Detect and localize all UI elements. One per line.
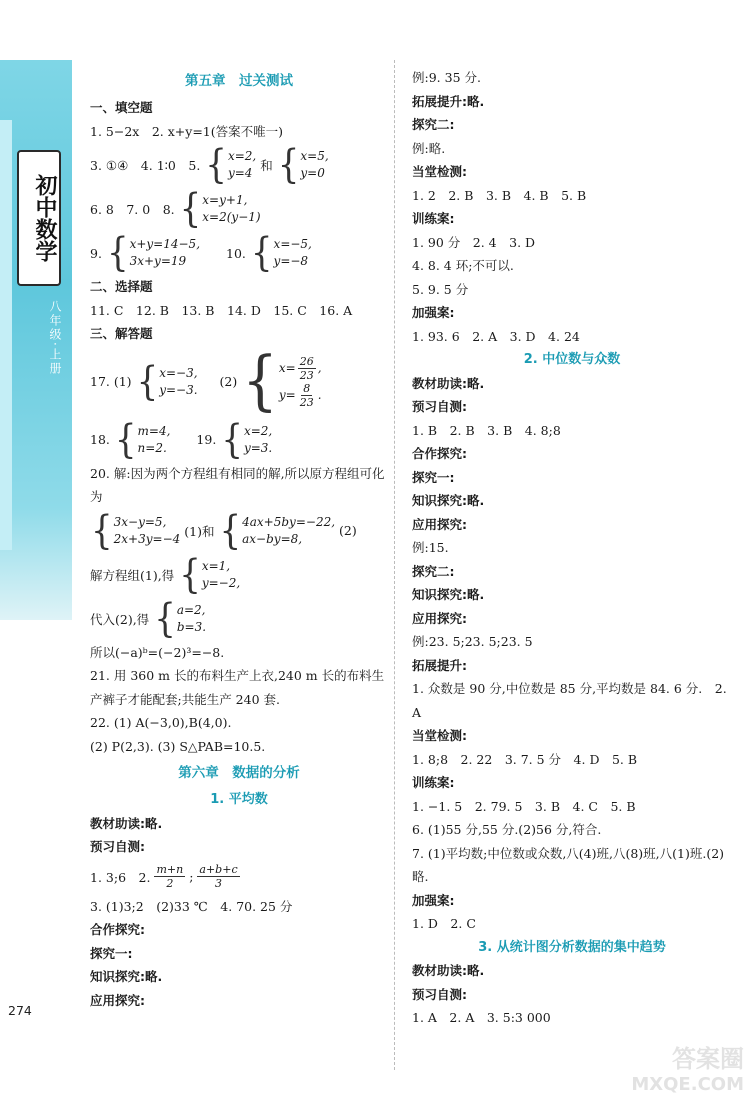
r-line-3: 例:略.	[412, 140, 446, 156]
q20-sub-solution	[153, 595, 207, 642]
q9-line1: x+y=14−5,	[129, 237, 201, 251]
brace-icon: {	[179, 186, 202, 232]
q20-sys2-line1: 4ax+5by=−22,	[242, 514, 336, 529]
q8-line2: x=2(y−1)	[202, 210, 261, 224]
brace-icon: {	[277, 142, 300, 188]
r-long-1: 1. 众数是 90 分,中位数是 85 分,平均数是 84. 6 分. 2. A	[412, 681, 727, 720]
answer-q20-final: 所以(−a)ᵇ=(−2)³=−8.	[90, 644, 225, 660]
q20-sub-label: 代入(2),得	[90, 611, 150, 627]
r-line-11: 1. 93. 6 2. A 3. D 4. 24	[412, 328, 580, 344]
chapter6-title: 第六章 数据的分析	[178, 765, 300, 781]
q8-system	[179, 186, 261, 232]
yx1-sep: ;	[189, 869, 194, 884]
q19-system	[220, 416, 273, 463]
q3-prefix: 3. ①④ 4. 1∶0 5.	[90, 158, 201, 173]
q17b-y-label: y=	[278, 388, 296, 402]
section-fill-blank: 一、填空题	[90, 100, 153, 115]
r2-line-11: 例:23. 5;23. 5;23. 5	[412, 634, 533, 649]
yx1-prefix: 1. 3;6 2.	[90, 869, 151, 885]
column-divider	[394, 60, 395, 1070]
q20-sys1-line2: 2x+3y=−4	[113, 531, 181, 546]
q6-prefix: 6. 8 7. 0 8.	[90, 202, 175, 217]
r2-line-2: 1. B 2. B 3. B 4. 8;8	[412, 422, 561, 438]
q17a-line1: x=−3,	[159, 365, 198, 380]
section1-title: 1. 平均数	[210, 792, 268, 807]
r2-line-4: 探究一:	[412, 469, 455, 485]
r-line-7: 1. 90 分 2. 4 3. D	[412, 234, 536, 250]
r5-line-0: 教材助读:略.	[412, 963, 485, 978]
brace-icon: {	[250, 230, 273, 276]
q9-label: 9.	[90, 245, 102, 261]
r3-line-2: 训练案:	[412, 775, 455, 790]
side-band-stripe	[0, 120, 12, 550]
q19-label: 19.	[196, 432, 217, 447]
r-line-4: 当堂检测:	[412, 164, 467, 179]
r2-line-8: 探究二:	[412, 563, 455, 579]
r2-line-3: 合作探究:	[412, 446, 467, 461]
brace-icon: {	[136, 358, 159, 405]
answer-q18-q19	[90, 418, 388, 462]
left-column	[90, 66, 388, 1012]
r-line-2: 探究二:	[412, 117, 455, 132]
answer-yx1	[90, 859, 388, 895]
yx-label: 预习自测:	[90, 839, 145, 854]
brace-icon: {	[106, 230, 129, 276]
q10-line1: x=−5,	[273, 237, 312, 251]
r3-line-3: 1. −1. 5 2. 79. 5 3. B 4. C 5. B	[412, 798, 636, 814]
q17a-line2: y=−3.	[159, 382, 198, 397]
yx1-f1-num: m+n	[156, 863, 184, 876]
right-column	[412, 66, 732, 1030]
section2-title: 2. 中位数与众数	[523, 352, 621, 367]
r-line-6: 训练案:	[412, 211, 455, 226]
answer-q22a: 22. (1) A(−3,0),B(4,0).	[90, 715, 232, 730]
answer-q3-q5	[90, 143, 388, 187]
brace-icon: {	[221, 416, 243, 463]
r2-line-1: 预习自测:	[412, 399, 467, 414]
q17b-x-den: 23	[299, 368, 314, 382]
r-line-5: 1. 2 2. B 3. B 4. B 5. B	[412, 187, 587, 203]
answer-q6-q8	[90, 187, 388, 231]
q10-label: 10.	[226, 245, 246, 261]
q18-line2: n=2.	[137, 440, 167, 455]
q17-system-b: { x= $\frac{26}{23}$ , y= $\frac{8}{23}$ .	[242, 343, 322, 419]
q17b-x-label: x=	[278, 361, 296, 375]
q20-sol-line1: x=1,	[201, 558, 231, 573]
brace-icon: {	[205, 142, 227, 188]
zs-label: 知识探究:略.	[90, 969, 163, 984]
q17-system-a	[136, 358, 198, 405]
brace-icon: {	[179, 551, 201, 598]
q17b-y-den: 23	[299, 395, 314, 409]
q19-line1: x=2,	[243, 423, 273, 438]
q5b-line2: y=0	[300, 166, 325, 180]
r2-line-0: 教材助读:略.	[412, 375, 485, 391]
yx1-f2-num: a+b+c	[199, 863, 238, 876]
r5-line-1: 预习自测:	[412, 986, 467, 1002]
q5a-line1: x=2,	[227, 149, 257, 163]
r-line-0: 例:9. 35 分.	[412, 70, 481, 85]
watermark-line2: MXQE.COM	[631, 1074, 744, 1095]
section3-title: 3. 从统计图分析数据的集中趋势	[478, 939, 666, 955]
jc-label: 教材助读:略.	[90, 815, 163, 831]
hz-label: 合作探究:	[90, 922, 145, 937]
yx1-f2-den: 3	[215, 877, 222, 890]
side-band	[0, 0, 72, 1104]
q20-system1	[90, 507, 181, 554]
r2-line-9: 知识探究:略.	[412, 587, 485, 602]
q20-sys2-line2: ax−by=8,	[242, 531, 303, 546]
page-number: 274	[8, 1003, 32, 1018]
answer-q20-sub	[90, 597, 388, 641]
q20-solution	[178, 551, 241, 598]
answer-q17	[90, 343, 388, 419]
r-line-10: 加强案:	[412, 305, 455, 320]
r2-line-6: 应用探究:	[412, 516, 467, 532]
q20-sys1-line1: 3x−y=5,	[113, 514, 167, 529]
answer-q1: 1. 5−2x 2. x+y=1(答案不唯一)	[90, 123, 283, 139]
r-line-9: 5. 9. 5 分	[412, 281, 469, 297]
tj1-label: 探究一:	[90, 945, 133, 961]
r5-line-2: 1. A 2. A 3. 5:3 000	[412, 1010, 551, 1025]
q18-line1: m=4,	[137, 423, 171, 438]
brace-icon: {	[219, 507, 242, 554]
r2-line-10: 应用探究:	[412, 610, 467, 626]
r-line-8: 4. 8. 4 环;不可以.	[412, 258, 514, 273]
answer-q22b: (2) P(2,3). (3) S△PAB=10.5.	[90, 738, 266, 754]
q18-system	[114, 416, 171, 463]
r3-line-1: 1. 8;8 2. 22 3. 7. 5 分 4. D 5. B	[412, 751, 638, 767]
q20-mid: (1)和	[184, 523, 215, 539]
answer-q9-q10	[90, 231, 388, 275]
q9-line2: 3x+y=19	[129, 254, 187, 268]
r2-line-12: 拓展提升:	[412, 657, 467, 673]
r2-line-5: 知识探究:略.	[412, 493, 485, 508]
section-solutions: 三、解答题	[90, 326, 153, 341]
book-subtitle: 八年级·上册	[48, 300, 62, 376]
r-long-2: 7. (1)平均数;中位数或众数,八(4)班,八(8)班,八(1)班.(2)略.	[412, 845, 725, 884]
q9-system	[106, 230, 201, 276]
q20-solve-label: 解方程组(1),得	[90, 567, 175, 583]
answer-q20-text: 20. 解:因为两个方程组有相同的解,所以原方程组可化为	[90, 465, 385, 504]
answer-mc: 11. C 12. B 13. B 14. D 15. C 16. A	[90, 302, 353, 318]
q20-sub-line2: b=3.	[176, 619, 207, 634]
q17b-y-num: 8	[303, 381, 311, 395]
r-line-1: 拓展提升:略.	[412, 93, 485, 109]
brace-icon: {	[242, 343, 278, 419]
q20-sol-line2: y=−2,	[201, 575, 241, 590]
q20-end: (2)	[339, 523, 357, 538]
r3-line-4: 6. (1)55 分,55 分.(2)56 分,符合.	[412, 822, 602, 837]
answer-q20-systems	[90, 509, 388, 553]
q18-label: 18.	[90, 432, 110, 447]
answer-yx3: 3. (1)3;2 (2)33 ℃ 4. 70. 25 分	[90, 898, 293, 914]
brace-icon: {	[114, 416, 137, 463]
q5-system-b	[277, 142, 329, 188]
r4-line-1: 1. D 2. C	[412, 916, 476, 931]
q5a-line2: y=4	[227, 166, 253, 180]
book-title: 初中数学	[17, 150, 61, 286]
q17b-x-num: 26	[299, 354, 314, 368]
brace-icon: {	[154, 595, 176, 642]
answer-q20-solve	[90, 553, 388, 597]
yy-label: 应用探究:	[90, 992, 145, 1008]
q20-system2	[218, 507, 336, 554]
q10-system	[250, 230, 312, 276]
watermark	[631, 1046, 744, 1098]
q17-label2: (2)	[219, 374, 238, 389]
q5-and: 和	[260, 158, 273, 173]
r2-line-7: 例:15.	[412, 540, 449, 555]
r3-line-0: 当堂检测:	[412, 728, 467, 743]
brace-icon: {	[91, 507, 113, 554]
q17-label: 17. (1)	[90, 374, 132, 389]
q20-sub-line1: a=2,	[176, 602, 206, 617]
yx1-f1-den: 2	[166, 877, 174, 890]
q5b-line1: x=5,	[300, 149, 329, 163]
chapter5-title: 第五章 过关测试	[185, 73, 293, 89]
watermark-line1: 答案圈	[672, 1045, 744, 1073]
section-multiple-choice: 二、选择题	[90, 279, 153, 294]
q5-system-a	[204, 142, 257, 188]
q8-line1: x=y+1,	[202, 193, 248, 207]
q10-line2: y=−8	[273, 254, 309, 268]
q19-line2: y=3.	[243, 440, 273, 455]
r4-line-0: 加强案:	[412, 892, 455, 908]
answer-q21: 21. 用 360 m 长的布料生产上衣,240 m 长的布料生产裤子才能配套;共能生产 240 套.	[90, 668, 385, 707]
